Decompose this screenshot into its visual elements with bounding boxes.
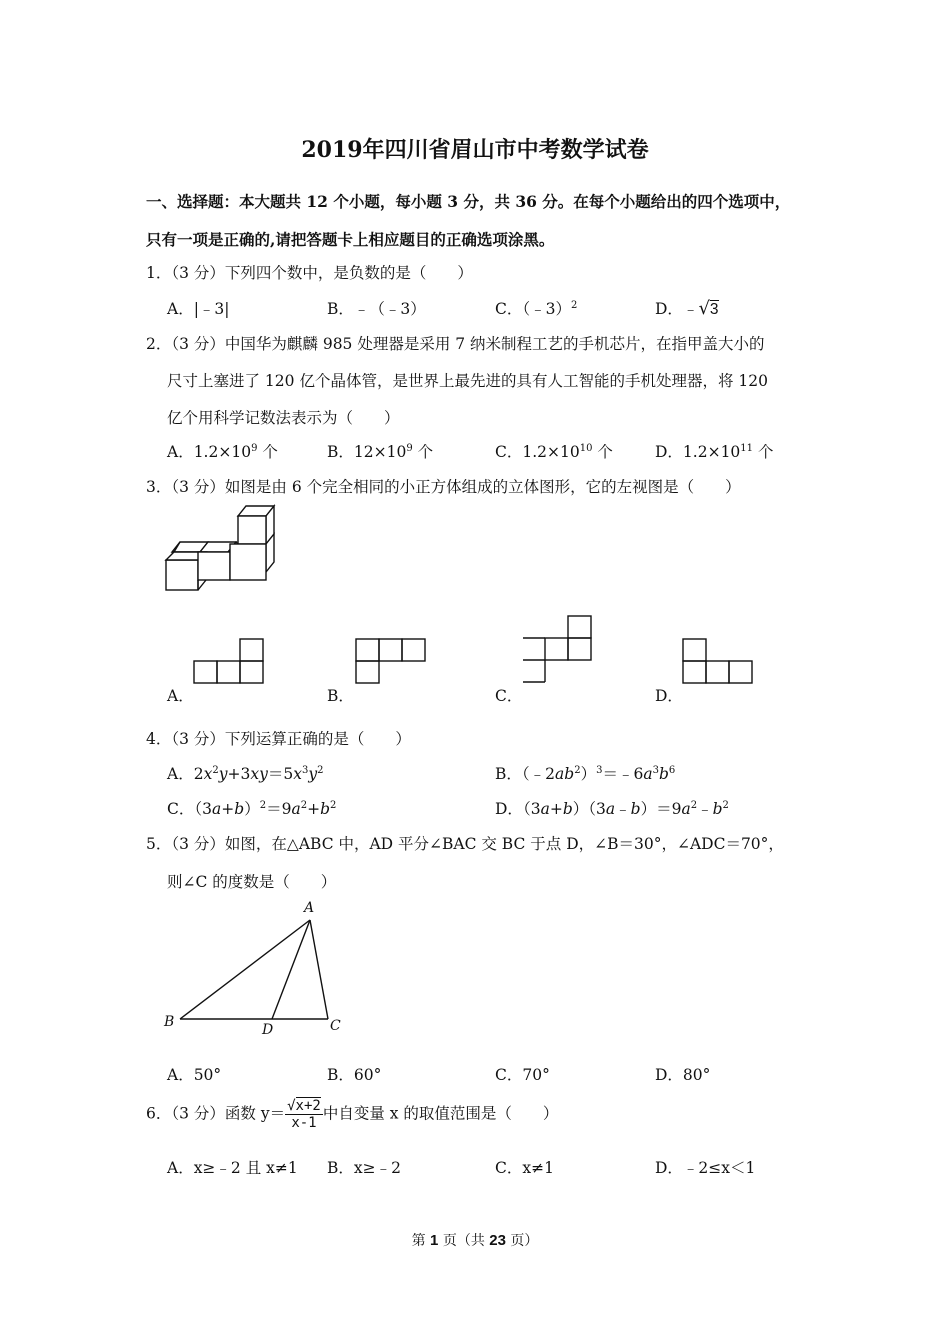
radical-sign-icon: √ (287, 1098, 296, 1114)
page-total: 23 (489, 1232, 506, 1249)
question-2-stem-line2: 尺寸上塞进了 120 亿个晶体管，是世界上最先进的具有人工智能的手机处理器，将 120 (167, 372, 768, 390)
vertex-c-label: C (330, 1018, 341, 1034)
section-heading-line2: 只有一项是正确的,请把答题卡上相应题目的正确选项涂黑。 (146, 230, 555, 249)
vertex-b-label: B (164, 1014, 175, 1030)
question-1-stem: 1．（3 分）下列四个数中，是负数的是（ ） (146, 264, 473, 282)
q5-triangle-figure (160, 898, 360, 1043)
q6-option-d: D．﹣2≤x＜1 (655, 1159, 756, 1177)
q2-option-c: C．$1.2\times 10^{10}$ 个 (495, 442, 613, 461)
section-heading-line1: 一、选择题：本大题共 12 个小题，每小题 3 分，共 36 分。在每个小题给出的四个选项中， (146, 192, 791, 211)
q5-option-c: C．70° (495, 1066, 550, 1084)
q2-option-b: B．$12\times 10^9$ 个 (327, 442, 434, 461)
q3-option-c-figure (522, 614, 594, 684)
q6-option-c: C．x≠1 (495, 1159, 554, 1177)
q4-option-a: A．$2x^2y+3xy=5x^3y^2$ (167, 764, 324, 783)
q1-option-a: A．|﹣3| (167, 300, 230, 318)
q3-cube-solid-figure (160, 500, 285, 595)
radical-sign-icon: √ (698, 298, 710, 319)
q1-option-c: C．（﹣3）$^2$ (495, 299, 578, 318)
q5-option-a: A．50° (167, 1066, 222, 1084)
q3-option-d-figure (682, 637, 754, 685)
q1-option-d: D．﹣√3 (655, 298, 719, 319)
q6-option-a: A．x≥﹣2 且 x≠1 (167, 1159, 298, 1177)
question-4-stem: 4．（3 分）下列运算正确的是（ ） (146, 730, 411, 748)
question-5-stem-line1: 5．（3 分）如图，在△ABC 中，AD 平分∠BAC 交 BC 于点 D，∠B＝30°，∠ADC＝70°， (146, 835, 784, 853)
question-2-stem-line1: 2．（3 分）中国华为麒麟 985 处理器是采用 7 纳米制程工艺的手机芯片，在指甲盖大小的 (146, 335, 765, 353)
q3-option-b-figure (355, 637, 427, 685)
q3-option-d-label: D． (655, 687, 683, 705)
q5-option-b: B．60° (327, 1066, 382, 1084)
q3-option-b-label: B． (327, 687, 354, 705)
q2-option-d: D．$1.2\times 10^{11}$ 个 (655, 442, 774, 461)
question-2-stem-line3: 亿个用科学记数法表示为（ ） (167, 409, 400, 427)
q3-option-c-label: C． (495, 687, 523, 705)
question-6-stem: 6．（3 分）函数 y＝ $\frac{√x+2}{x-1}$ 中自变量 x 的取值范围是（ ） (146, 1098, 559, 1132)
q3-option-a-label: A． (167, 687, 194, 705)
vertex-a-label: A (304, 900, 315, 916)
page-footer: 第 1 页（共 23 页） (411, 1232, 539, 1249)
q1-option-b: B．﹣（﹣3） (327, 300, 426, 318)
q3-option-a-figure (193, 637, 265, 685)
question-5-stem-line2: 则∠C 的度数是（ ） (167, 873, 337, 891)
page-number: 1 (430, 1232, 439, 1249)
q4-option-c: C．$(3a+b)^2=9a^2+b^2$ (167, 799, 337, 818)
q5-option-d: D．80° (655, 1066, 711, 1084)
question-3-stem: 3．（3 分）如图是由 6 个完全相同的小正方体组成的立体图形，它的左视图是（ ） (146, 478, 741, 496)
q2-option-a: A．$1.2\times 10^9$ 个 (167, 442, 278, 461)
q4-option-b: B．$(﹣2ab^2)^3=﹣6a^3b^6$ (495, 764, 676, 783)
page-title: 2019年四川省眉山市中考数学试卷 (301, 137, 649, 163)
function-fraction: $\frac{√x+2}{x-1}$ (287, 1098, 321, 1132)
q6-option-b: B．x≥﹣2 (327, 1159, 401, 1177)
q4-option-d: D．$(3a+b)(3a﹣b)=9a^2﹣b^2$ (495, 799, 729, 818)
vertex-d-label: D (262, 1022, 274, 1038)
